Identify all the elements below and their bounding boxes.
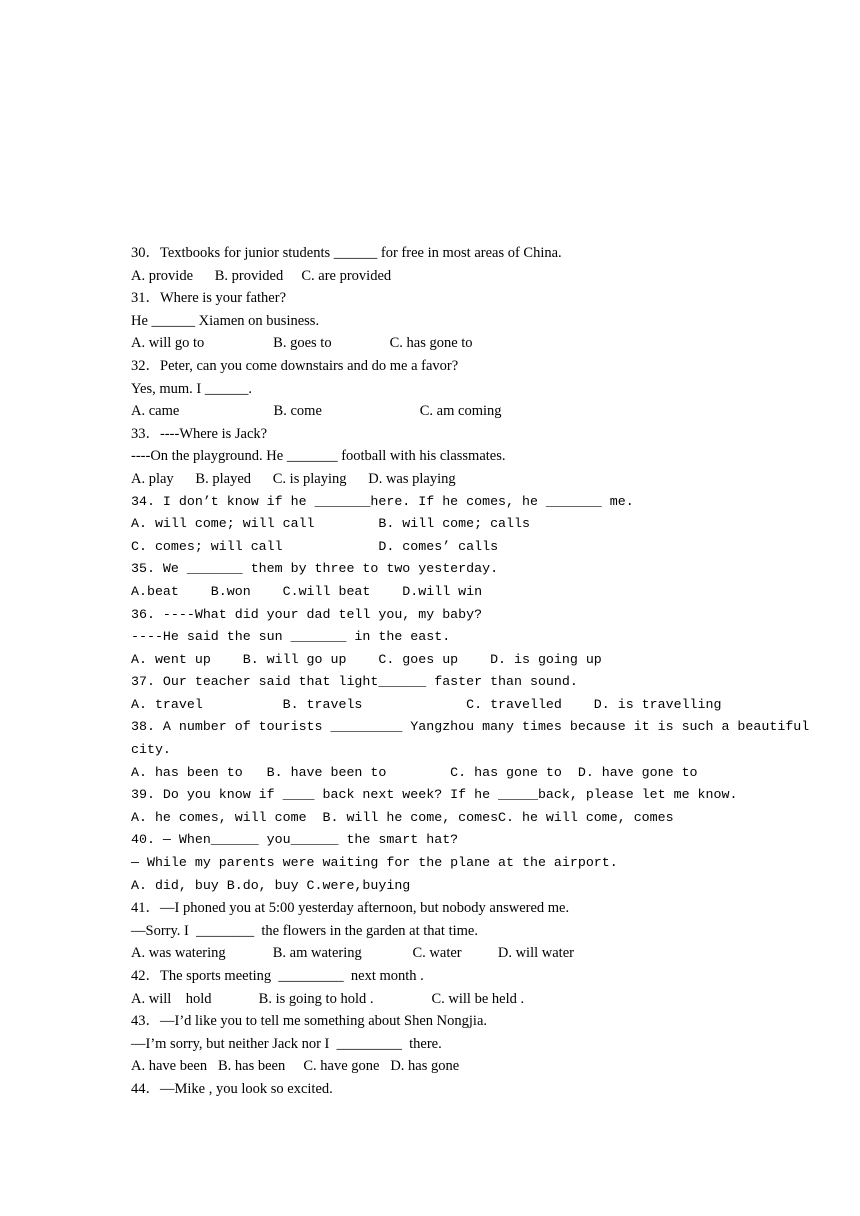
exercise-document bbox=[131, 242, 810, 1101]
question-34: 34. I don’t know if he _______here. If he comes, he _______ me. bbox=[131, 493, 634, 509]
options-39: A. he comes, will come B. will he come, comesC. he will come, comes bbox=[131, 809, 674, 825]
question-39: 39. Do you know if ____ back next week? If he _____back, please let me know. bbox=[131, 787, 738, 803]
question-37: 37. Our teacher said that light______ faster than sound. bbox=[131, 674, 578, 690]
question-38-cont: city. bbox=[131, 742, 171, 758]
options-34-cd: C. comes; will call D. comes’ calls bbox=[131, 538, 499, 554]
question-43: 43．—I’d like you to tell me something about Shen Nongjia. bbox=[131, 1013, 488, 1030]
options-41: A. was watering B. am watering C. water D. will water bbox=[131, 945, 574, 962]
question-42: 42．The sports meeting _________ next month . bbox=[131, 968, 424, 984]
response-36: ----He said the sun _______ in the east. bbox=[131, 629, 451, 645]
question-41: 41．—I phoned you at 5:00 yesterday afternoon, but nobody answered me. bbox=[131, 900, 570, 917]
options-42: A. will hold B. is going to hold . C. will be held . bbox=[131, 990, 525, 1007]
response-40: — While my parents were waiting for the plane at the airport. bbox=[131, 855, 618, 871]
question-30: 30．Textbooks for junior students ______ for free in most areas of China. bbox=[131, 245, 562, 261]
response-32: Yes, mum. I ______. bbox=[131, 380, 252, 397]
options-36: A. went up B. will go up C. goes up D. is going up bbox=[131, 651, 602, 667]
response-41: —Sorry. I ________ the flowers in the garden at that time. bbox=[131, 922, 478, 939]
question-44: 44．—Mike , you look so excited. bbox=[131, 1080, 333, 1097]
response-43: —I’m sorry, but neither Jack nor I _________ there. bbox=[131, 1035, 442, 1052]
question-36: 36. ----What did your dad tell you, my baby? bbox=[131, 606, 483, 622]
options-31: A. will go to B. goes to C. has gone to bbox=[131, 335, 473, 352]
options-38: A. has been to B. have been to C. has gone to D. have gone to bbox=[131, 764, 698, 780]
question-35: 35. We _______ them by three to two yesterday. bbox=[131, 561, 499, 577]
options-35: A.beat B.won C.will beat D.will win bbox=[131, 583, 483, 599]
question-40: 40. — When______ you______ the smart hat? bbox=[131, 832, 459, 848]
question-38: 38. A number of tourists _________ Yangzhou many times because it is such a beautiful bbox=[131, 719, 810, 735]
question-33: 33．----Where is Jack? bbox=[131, 425, 268, 442]
question-32: 32．Peter, can you come downstairs and do me a favor? bbox=[131, 357, 459, 374]
options-43: A. have been B. has been C. have gone D. has gone bbox=[131, 1058, 460, 1075]
options-30: A. provide B. provided C. are provided bbox=[131, 267, 392, 284]
question-31: 31．Where is your father? bbox=[131, 290, 287, 307]
options-37: A. travel B. travels C. travelled D. is travelling bbox=[131, 696, 722, 712]
response-33: ----On the playground. He _______ football with his classmates. bbox=[131, 448, 506, 465]
options-33: A. play B. played C. is playing D. was playing bbox=[131, 470, 456, 487]
response-31: He ______ Xiamen on business. bbox=[131, 312, 320, 329]
options-32: A. came B. come C. am coming bbox=[131, 403, 502, 420]
options-40: A. did, buy B.do, buy C.were,buying bbox=[131, 877, 411, 893]
options-34-ab: A. will come; will call B. will come; calls bbox=[131, 516, 530, 532]
